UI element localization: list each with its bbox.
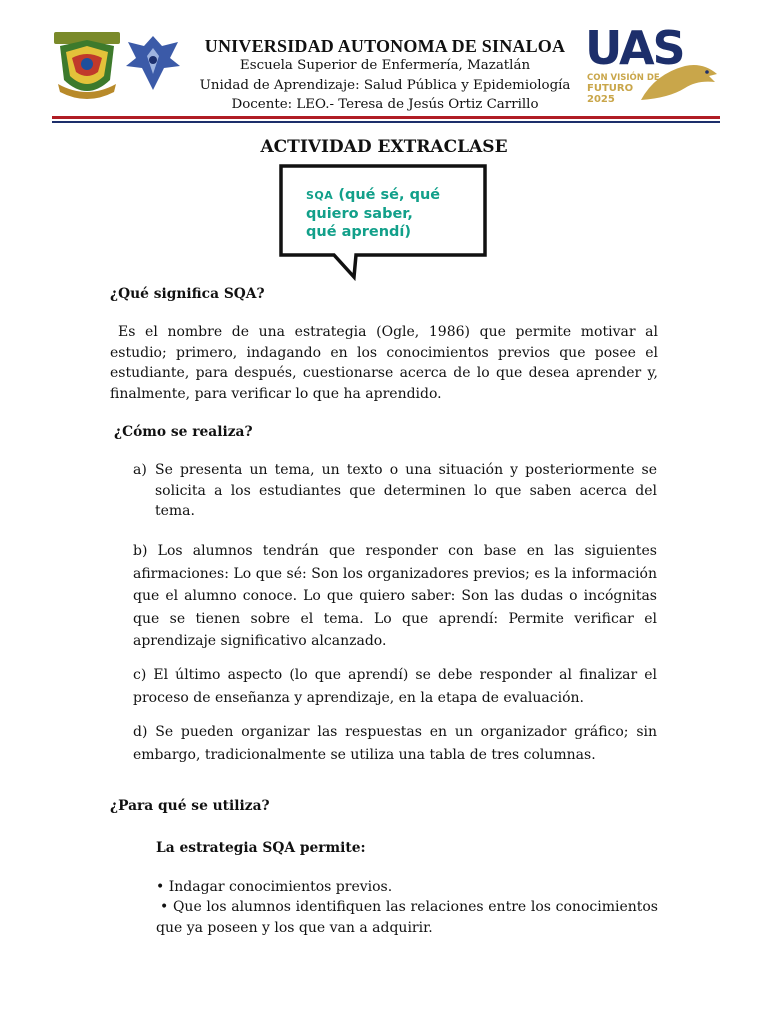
list-item-a-text: Se presenta un tema, un texto o una situación y posteriormente se solicita a los estudiantes que determinen lo que saben acerca del tema. (155, 462, 657, 519)
page-title: ACTIVIDAD EXTRACLASE (260, 137, 508, 157)
uas-logo (585, 22, 720, 106)
uas-tagline-2: FUTURO (587, 83, 634, 94)
bubble-line-3: qué aprendí) (306, 224, 412, 240)
list-item-a (133, 460, 657, 522)
question-what-is: ¿Qué significa SQA? (110, 286, 265, 302)
question-how: ¿Cómo se realiza? (114, 424, 253, 440)
school-name: Escuela Superior de Enfermería, Mazatlán (239, 58, 531, 73)
header-rule-blue (52, 121, 720, 123)
uas-year: 2025 (587, 94, 615, 105)
list-item-d: d) Se pueden organizar las respuestas en un organizador gráfico; sin embargo, tradicionalmente se utiliza una tabla de tres columnas. (133, 724, 657, 763)
school-eagle-logo (122, 30, 184, 100)
bubble-line-2: quiero saber, (306, 206, 413, 222)
bullet-item-2: • Que los alumnos identifiquen las relaciones entre los conocimientos que ya poseen y los que van a adquirir. (156, 899, 658, 936)
question-what-for: ¿Para qué se utiliza? (110, 798, 270, 814)
uas-tagline-1: CON VISIÓN DE (587, 73, 660, 83)
bubble-abbr: SQA (306, 189, 334, 202)
list-item-a-label: a) (133, 462, 147, 478)
uas-letters: UAS (585, 22, 684, 75)
teacher-name: Docente: LEO.- Teresa de Jesús Ortiz Carrillo (231, 97, 539, 112)
course-unit: Unidad de Aprendizaje: Salud Pública y Epidemiología (199, 78, 571, 93)
subheading-permits: La estrategia SQA permite: (156, 840, 366, 856)
university-name: UNIVERSIDAD AUTONOMA DE SINALOA (204, 36, 566, 56)
header-rule-red (52, 116, 720, 119)
list-item-c: c) El último aspecto (lo que aprendí) se debe responder al finalizar el proceso de enseñanza y aprendizaje, en la etapa de evaluación. (133, 667, 657, 706)
list-item-b: b) Los alumnos tendrán que responder con base en las siguientes afirmaciones: Lo que sé: Son los organizadores previos; es la información que el alumno conoce. Lo que quiero saber: Son las dudas o incógnitas que se tienen sobre el tema. Lo que aprendí: Permite verificar el aprendizaje significativo alcanzado. (133, 543, 657, 649)
bubble-line-1: (qué sé, qué (333, 187, 441, 203)
answer-what-is: Es el nombre de una estrategia (Ogle, 1986) que permite motivar al estudio; primero, indagando en los conocimientos previos que posee el estudiante, para después, cuestionarse acerca de lo que desea aprender y, finalmente, para verificar lo que ha aprendido. (110, 324, 658, 402)
bubble-text (306, 186, 476, 241)
faculty-crest-logo (52, 28, 122, 104)
bullet-item-1: • Indagar conocimientos previos. (156, 879, 393, 895)
